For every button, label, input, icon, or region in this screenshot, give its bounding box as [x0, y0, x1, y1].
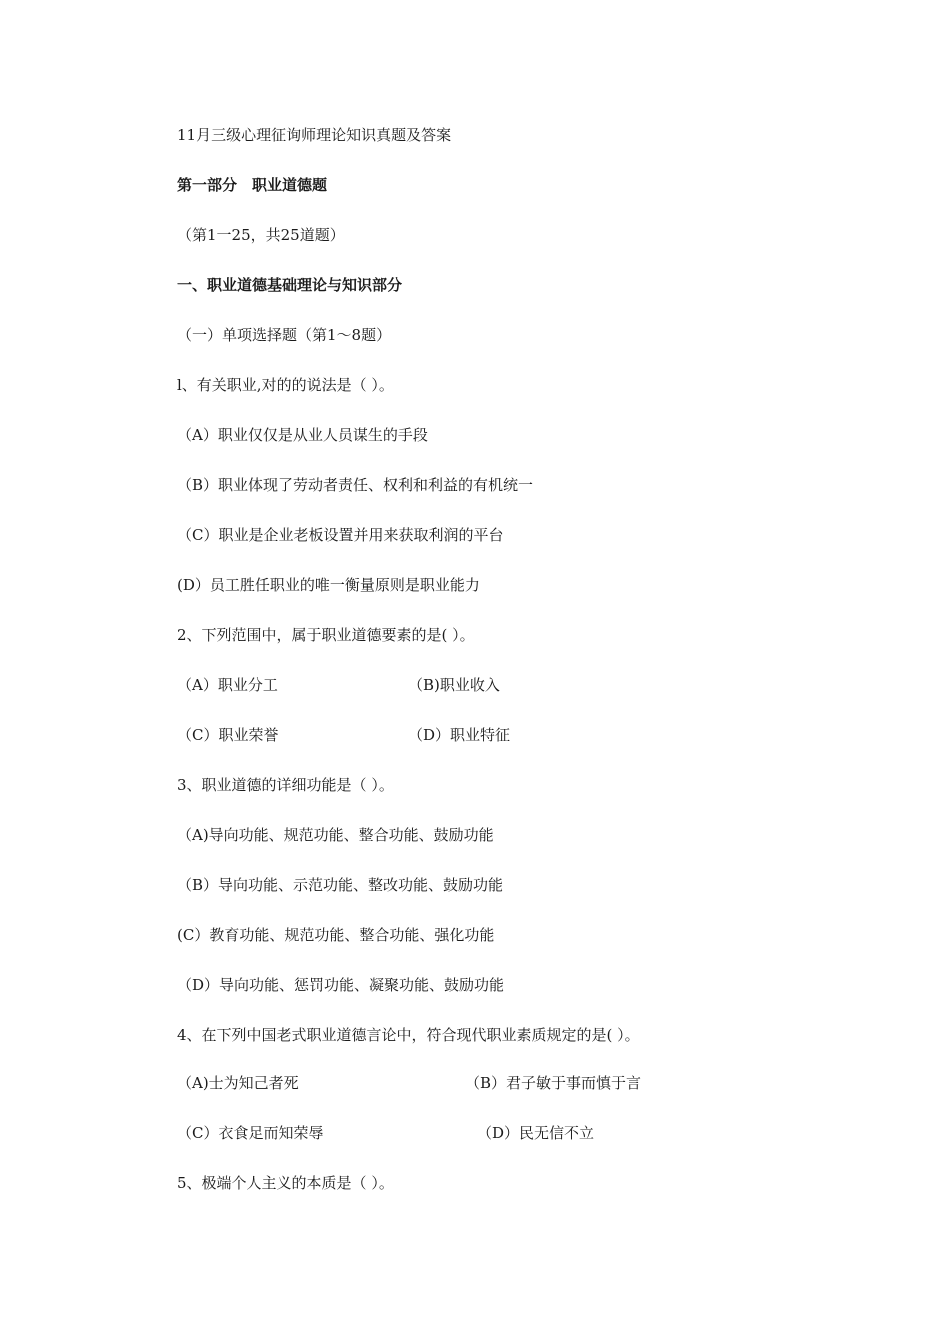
question-4-option-a: （A)士为知己者死 [177, 1074, 299, 1092]
question-1-option-a: （A）职业仅仅是从业人员谋生的手段 [177, 426, 428, 444]
question-4-option-b: （B）君子敏于事而慎于言 [465, 1074, 642, 1092]
question-3-option-b: （B）导向功能、示范功能、整改功能、鼓励功能 [177, 876, 504, 894]
question-4-stem: 4、在下列中国老式职业道德言论中，符合现代职业素质规定的是( ）。 [177, 1026, 640, 1044]
question-1-stem: l、有关职业,对的的说法是（ ）。 [177, 376, 394, 394]
question-1-option-b: （B）职业体现了劳动者责任、权利和利益的有机统一 [177, 476, 534, 494]
question-4-option-d: （D）民无信不立 [477, 1124, 595, 1142]
document-title: 11月三级心理征询师理论知识真题及答案 [177, 126, 452, 144]
question-2-option-b: （B)职业收入 [408, 676, 500, 694]
subsection-heading: （一）单项选择题（第1～8题） [177, 326, 392, 344]
section-heading: 一、职业道德基础理论与知识部分 [177, 276, 403, 294]
question-range: （第1一25，共25道题） [177, 226, 345, 244]
question-3-option-a: （A)导向功能、规范功能、整合功能、鼓励功能 [177, 826, 494, 844]
question-2-option-a: （A）职业分工 [177, 676, 278, 694]
question-2-option-c: （C）职业荣誉 [177, 726, 279, 744]
part-heading: 第一部分 职业道德题 [177, 176, 328, 194]
question-4-option-c: （C）衣食足而知荣辱 [177, 1124, 324, 1142]
question-1-option-d: (D）员工胜任职业的唯一衡量原则是职业能力 [177, 576, 480, 594]
question-3-option-d: （D）导向功能、惩罚功能、凝聚功能、鼓励功能 [177, 976, 505, 994]
question-1-option-c: （C）职业是企业老板设置并用来获取利润的平台 [177, 526, 504, 544]
question-2-option-d: （D）职业特征 [408, 726, 511, 744]
question-3-option-c: (C）教育功能、规范功能、整合功能、强化功能 [177, 926, 495, 944]
question-2-stem: 2、下列范围中，属于职业道德要素的是( ）。 [177, 626, 475, 644]
question-3-stem: 3、职业道德的详细功能是（ ）。 [177, 776, 394, 794]
question-5-stem: 5、极端个人主义的本质是（ ）。 [177, 1174, 394, 1192]
